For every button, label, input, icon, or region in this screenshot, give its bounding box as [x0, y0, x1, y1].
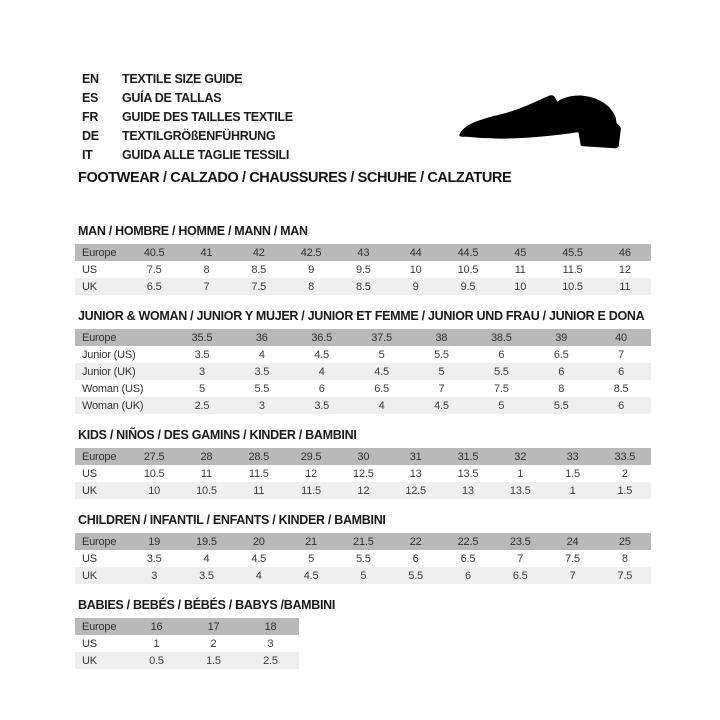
- size-value-cell: 10.5: [457, 263, 479, 276]
- size-value-cell: 12: [357, 484, 370, 497]
- size-value-cell: 25: [618, 535, 631, 548]
- shoe-icon: [458, 92, 634, 152]
- language-code: DE: [82, 129, 99, 143]
- size-value-cell: 4: [378, 399, 385, 412]
- size-value-cell: 19: [148, 535, 161, 548]
- size-value-cell: 40: [615, 331, 627, 344]
- size-value-cell: 13.5: [509, 484, 531, 497]
- size-value-cell: 5: [198, 382, 205, 395]
- size-value-cell: 8.5: [355, 280, 371, 293]
- size-value-cell: 46: [618, 246, 631, 259]
- size-value-cell: 27.5: [143, 450, 165, 463]
- language-code: EN: [82, 72, 99, 86]
- size-value-cell: 35.5: [191, 331, 213, 344]
- size-value-cell: 9.5: [355, 263, 371, 276]
- size-value-cell: 21.5: [353, 535, 374, 548]
- size-value-cell: 11: [514, 263, 526, 276]
- size-value-cell: 5: [438, 365, 445, 378]
- size-value-cell: 9: [412, 280, 419, 293]
- size-value-cell: 4: [318, 365, 325, 378]
- size-value-cell: 2: [621, 467, 628, 480]
- size-value-cell: 33: [566, 450, 579, 463]
- table-row: [75, 346, 651, 363]
- size-value-cell: 3: [151, 569, 158, 582]
- size-table-children: [75, 533, 651, 584]
- size-value-cell: 12.5: [405, 484, 426, 497]
- size-value-cell: 1: [153, 637, 160, 650]
- language-code: ES: [82, 91, 99, 105]
- language-code: IT: [82, 148, 93, 162]
- size-value-cell: 4: [255, 569, 262, 582]
- size-value-cell: 8: [621, 552, 628, 565]
- size-value-cell: 3: [258, 399, 265, 412]
- language-list: [82, 70, 293, 165]
- language-label: GUÍA DE TALLAS: [122, 91, 222, 105]
- size-value-cell: 3.5: [199, 569, 214, 582]
- size-table-man: [75, 244, 651, 295]
- size-value-cell: 6.5: [512, 569, 528, 582]
- size-value-cell: 8: [558, 382, 565, 395]
- row-label-cell: UK: [82, 569, 97, 582]
- size-value-cell: 10: [409, 263, 422, 276]
- size-value-cell: 5.5: [408, 569, 423, 582]
- size-value-cell: 3.5: [254, 365, 270, 378]
- size-value-cell: 5: [308, 552, 314, 565]
- size-value-cell: 10: [514, 280, 527, 293]
- size-value-cell: 8: [308, 280, 314, 293]
- row-label-cell: Woman (UK): [82, 399, 144, 412]
- size-value-cell: 43: [357, 246, 370, 259]
- row-label-cell: US: [82, 552, 97, 565]
- size-value-cell: 6: [618, 399, 625, 412]
- size-value-cell: 42: [252, 246, 265, 259]
- size-value-cell: 11.5: [248, 467, 269, 480]
- size-value-cell: 4.5: [314, 348, 330, 361]
- size-value-cell: 4.5: [434, 399, 449, 412]
- size-value-cell: 44: [409, 246, 422, 259]
- size-value-cell: 17: [207, 620, 220, 633]
- table-row: [75, 652, 299, 669]
- size-value-cell: 45.5: [562, 246, 583, 259]
- table-row: [75, 244, 651, 261]
- row-label-cell: Woman (US): [82, 382, 144, 395]
- size-section-children: [75, 513, 651, 584]
- size-value-cell: 2.5: [263, 654, 278, 667]
- size-value-cell: 5.5: [254, 382, 270, 395]
- size-value-cell: 6.5: [146, 280, 162, 293]
- size-value-cell: 11.5: [301, 484, 321, 497]
- size-value-cell: 10.5: [562, 280, 583, 293]
- size-value-cell: 16: [150, 620, 163, 633]
- size-value-cell: 8.5: [251, 263, 267, 276]
- size-value-cell: 2.5: [194, 399, 210, 412]
- size-value-cell: 11: [200, 467, 212, 480]
- size-value-cell: 30: [357, 450, 370, 463]
- language-label: GUIDA ALLE TAGLIE TESSILI: [122, 148, 290, 162]
- size-value-cell: 7: [438, 382, 445, 395]
- size-value-cell: 6: [464, 569, 471, 582]
- size-value-cell: 6: [318, 382, 325, 395]
- size-value-cell: 39: [555, 331, 568, 344]
- size-value-cell: 5: [360, 569, 367, 582]
- size-value-cell: 11: [253, 484, 265, 497]
- row-label-cell: US: [82, 467, 97, 480]
- size-value-cell: 1.5: [206, 654, 221, 667]
- size-value-cell: 7: [618, 348, 625, 361]
- size-value-cell: 10.5: [143, 467, 165, 480]
- size-value-cell: 12.5: [353, 467, 374, 480]
- size-value-cell: 1: [569, 484, 576, 497]
- size-value-cell: 3: [198, 365, 205, 378]
- size-value-cell: 33.5: [614, 450, 636, 463]
- language-row: [82, 146, 293, 165]
- size-value-cell: 38.5: [491, 331, 512, 344]
- table-row: [75, 567, 651, 584]
- row-label-cell: UK: [82, 280, 97, 293]
- size-value-cell: 7: [569, 569, 576, 582]
- size-value-cell: 36: [255, 331, 268, 344]
- size-value-cell: 6: [558, 365, 565, 378]
- size-value-cell: 10.5: [196, 484, 217, 497]
- language-label: GUIDE DES TAILLES TEXTILE: [122, 110, 293, 124]
- row-label-cell: UK: [82, 654, 97, 667]
- size-value-cell: 23.5: [509, 535, 531, 548]
- language-row: [82, 89, 293, 108]
- size-value-cell: 5.5: [355, 552, 371, 565]
- size-value-cell: 12: [618, 263, 631, 276]
- size-section-babies: [75, 598, 651, 669]
- category-title: FOOTWEAR / CALZADO / CHAUSSURES / SCHUHE / CALZATURE: [78, 170, 512, 186]
- size-value-cell: 1: [517, 467, 524, 480]
- size-value-cell: 7.5: [146, 263, 162, 276]
- size-value-cell: 6: [412, 552, 419, 565]
- size-value-cell: 31.5: [457, 450, 479, 463]
- size-value-cell: 11: [619, 280, 631, 293]
- size-value-cell: 4.5: [374, 365, 389, 378]
- size-value-cell: 29.5: [300, 450, 322, 463]
- size-value-cell: 45: [514, 246, 527, 259]
- table-row: [75, 363, 651, 380]
- size-value-cell: 31: [409, 450, 422, 463]
- language-label: TEXTILGRÖßENFÜHRUNG: [122, 129, 276, 143]
- size-value-cell: 42.5: [300, 246, 322, 259]
- size-value-cell: 4.5: [303, 569, 319, 582]
- size-value-cell: 21: [305, 535, 317, 548]
- row-label-cell: Junior (US): [82, 348, 136, 361]
- language-row: [82, 70, 293, 89]
- size-value-cell: 3.5: [314, 399, 330, 412]
- section-title: CHILDREN / INFANTIL / ENFANTS / KINDER / BAMBINI: [78, 513, 386, 527]
- size-value-cell: 3.5: [194, 348, 210, 361]
- table-row: [75, 448, 651, 465]
- size-table-kids: [75, 448, 651, 499]
- size-table-junior-woman: [75, 329, 651, 414]
- table-row: [75, 618, 299, 635]
- table-row: [75, 635, 299, 652]
- size-value-cell: 6: [498, 348, 505, 361]
- row-label-cell: Europe: [82, 331, 117, 344]
- language-code: FR: [82, 110, 99, 124]
- size-value-cell: 6.5: [374, 382, 389, 395]
- size-value-cell: 44.5: [457, 246, 479, 259]
- size-value-cell: 9: [308, 263, 314, 276]
- size-value-cell: 8.5: [613, 382, 629, 395]
- section-title: MAN / HOMBRE / HOMME / MANN / MAN: [78, 224, 308, 238]
- language-row: [82, 108, 293, 127]
- size-value-cell: 22: [409, 535, 422, 548]
- size-value-cell: 8: [203, 263, 210, 276]
- size-value-cell: 0.5: [149, 654, 164, 667]
- size-section-kids: [75, 428, 651, 499]
- size-value-cell: 38: [435, 331, 448, 344]
- size-value-cell: 19.5: [196, 535, 217, 548]
- size-value-cell: 7.5: [251, 280, 267, 293]
- size-value-cell: 32: [514, 450, 527, 463]
- size-value-cell: 13: [462, 484, 474, 497]
- table-row: [75, 533, 651, 550]
- language-label: TEXTILE SIZE GUIDE: [122, 72, 243, 86]
- size-value-cell: 4: [258, 348, 265, 361]
- size-value-cell: 36.5: [311, 331, 332, 344]
- row-label-cell: US: [82, 263, 97, 276]
- table-row: [75, 329, 651, 346]
- size-value-cell: 24: [566, 535, 579, 548]
- section-title: JUNIOR & WOMAN / JUNIOR Y MUJER / JUNIOR ET FEMME / JUNIOR UND FRAU / JUNIOR E DONA: [78, 309, 645, 323]
- size-value-cell: 4: [203, 552, 210, 565]
- table-row: [75, 465, 651, 482]
- table-row: [75, 380, 651, 397]
- size-table-babies: [75, 618, 299, 669]
- size-value-cell: 13: [409, 467, 422, 480]
- size-value-cell: 9.5: [460, 280, 476, 293]
- size-value-cell: 3.5: [146, 552, 162, 565]
- size-value-cell: 6: [618, 365, 625, 378]
- size-tables: [75, 224, 651, 683]
- size-value-cell: 7.5: [493, 382, 509, 395]
- table-row: [75, 482, 651, 499]
- size-section-junior-woman: [75, 309, 651, 414]
- size-value-cell: 5: [498, 399, 505, 412]
- table-row: [75, 397, 651, 414]
- size-value-cell: 11.5: [562, 263, 583, 276]
- size-value-cell: 1.5: [565, 467, 580, 480]
- size-section-man: [75, 224, 651, 295]
- row-label-cell: Europe: [82, 246, 117, 259]
- size-value-cell: 37.5: [371, 331, 392, 344]
- size-value-cell: 2: [210, 637, 217, 650]
- size-value-cell: 5: [378, 348, 385, 361]
- row-label-cell: Junior (UK): [82, 365, 136, 378]
- row-label-cell: Europe: [82, 620, 117, 633]
- language-row: [82, 127, 293, 146]
- row-label-cell: UK: [82, 484, 97, 497]
- size-value-cell: 4.5: [251, 552, 267, 565]
- row-label-cell: US: [82, 637, 97, 650]
- size-value-cell: 7.5: [565, 552, 580, 565]
- table-row: [75, 550, 651, 567]
- section-title: BABIES / BEBÉS / BÉBÉS / BABYS /BAMBINI: [78, 598, 336, 612]
- size-value-cell: 22.5: [457, 535, 479, 548]
- row-label-cell: Europe: [82, 535, 117, 548]
- size-value-cell: 41: [200, 246, 213, 259]
- size-value-cell: 12: [305, 467, 317, 480]
- size-value-cell: 28.5: [248, 450, 270, 463]
- size-value-cell: 5.5: [434, 348, 449, 361]
- size-value-cell: 18: [264, 620, 277, 633]
- size-value-cell: 7.5: [617, 569, 633, 582]
- table-row: [75, 278, 651, 295]
- size-value-cell: 7: [203, 280, 210, 293]
- size-value-cell: 5.5: [493, 365, 509, 378]
- size-value-cell: 10: [148, 484, 161, 497]
- size-value-cell: 28: [200, 450, 213, 463]
- section-title: KIDS / NIÑOS / DES GAMINS / KINDER / BAMBINI: [78, 428, 357, 442]
- size-value-cell: 6.5: [553, 348, 569, 361]
- row-label-cell: Europe: [82, 450, 117, 463]
- table-row: [75, 261, 651, 278]
- size-value-cell: 40.5: [143, 246, 165, 259]
- size-value-cell: 7: [517, 552, 524, 565]
- size-value-cell: 1.5: [617, 484, 633, 497]
- size-value-cell: 5.5: [553, 399, 569, 412]
- size-value-cell: 13.5: [457, 467, 479, 480]
- size-value-cell: 20: [252, 535, 265, 548]
- size-value-cell: 6.5: [460, 552, 476, 565]
- size-value-cell: 3: [267, 637, 274, 650]
